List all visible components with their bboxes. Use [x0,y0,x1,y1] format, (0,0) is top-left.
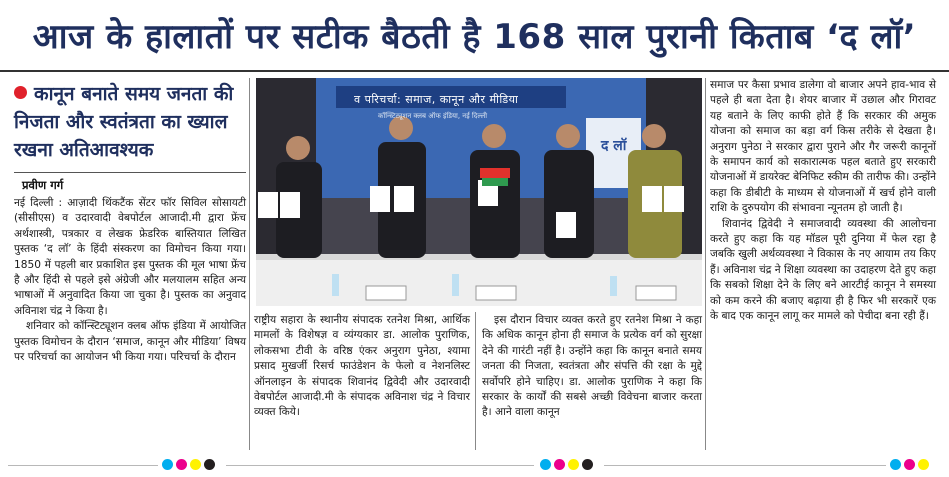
registration-dots-left [162,459,215,470]
event-photo [256,78,702,306]
cyan-dot-icon [162,459,173,470]
middle-column-2 [482,313,702,421]
cyan-dot-icon [890,459,901,470]
column-divider-3 [705,78,706,450]
right-paragraph-1: समाज पर कैसा प्रभाव डालेगा वो बाजार अपने हाव-भाव से पहले ही बता देता है। शेयर बाजार में उछाल और गिरावट यह बताने के लिए काफी होते हैं कि सरकार की अमुक योजना को समाज का बड़ा वर्ग किस तरीके से देखता है। अनुराग पुनेठा ने सरकार द्वारा पुराने और गैर जरूरी कानूनों के समापन कार्य को सकारात्मक पहल बताते हुए सरकारी योजनाओं में डायरेक्ट बेनिफिट स्कीम की तारीफ की। उन्होंने कहा कि डीबीटी के माध्यम से योजनाओं में खर्च होने वाली राशि के दुरुपयोग की संभावना न्यूनतम हो जाती है। [710,79,936,215]
footer-stripe-1 [8,465,158,466]
photo-book-title: द लॉ [601,138,627,154]
subheadline-rule [14,172,246,173]
left-paragraph-1: नई दिल्ली : आज़ादी थिंकटैंक सेंटर फॉर सिविल सोसायटी (सीसीएस) व उदारवादी वेबपोर्टल आजादी.मी द्वारा फ्रेंच अर्थशास्त्री, पत्रकार व लेखक फ्रेडरिक बास्तियात लिखित पुस्तक ‘द लॉ’ के हिंदी संस्करण का विमोचन किया गया। 1850 में पहली बार प्रकाशित इस पुस्तक की मूल भाषा फ्रेंच है और हिंदी से पहले इसे अंग्रेजी और मलयालम सहित अन्य भाषाओं में अनुवादित किया जा चुका है। पुस्तक का अनुवाद अविनाश चंद्र ने किया है। [14,197,246,317]
headline-rule [0,70,949,72]
column-divider-2 [475,312,476,450]
left-paragraph-2: शनिवार को कॉन्स्टिट्यूशन क्लब ऑफ इंडिया में आयोजित पुस्तक विमोचन के दौरान ‘समाज, कानून और मीडिया’ विषय पर परिचर्चा का आयोजन भी किया गया। परिचर्चा के दौरान [14,320,246,364]
magenta-dot-icon [176,459,187,470]
cyan-dot-icon [540,459,551,470]
registration-dots-center [540,459,593,470]
footer-stripe-2 [226,465,534,466]
right-paragraph-2: शिवानंद द्विवेदी ने समाजवादी व्यवस्था की आलोचना करते हुए कहा कि यह मॉडल पूरी दुनिया में फेल रहा है जबकि खुली अर्थव्यवस्था ने विकास के नए आयाम तय किए हैं। अविनाश चंद्र ने शिक्षा व्यवस्था का उदाहरण देते हुए कहा कि सबको शिक्षा देने के लिए बने आरटीई कानून ने समस्या को कम करने की बजाए बढ़ाया ही है फिर भी सरकारें एक के बाद एक कानून लागू कर मामले को पेचीदा बना रही हैं। [710,217,936,323]
magenta-dot-icon [904,459,915,470]
yellow-dot-icon [190,459,201,470]
registration-dots-right [890,459,929,470]
magenta-dot-icon [554,459,565,470]
yellow-dot-icon [918,459,929,470]
byline: प्रवीण गर्ग [22,178,64,192]
subheadline-text: कानून बनाते समय जनता की निजता और स्वतंत्रता का ख्याल रखना अतिआवश्यक [14,83,234,161]
right-column [710,78,936,325]
footer-stripe-3 [604,465,886,466]
photo-banner-subtitle: कॉन्स्टिट्यूशन क्लब ऑफ इंडिया, नई दिल्ली [378,112,488,120]
middle-column-1 [254,313,470,421]
left-column [14,196,246,365]
bullet-icon [14,86,27,99]
middle-paragraph-1: राष्ट्रीय सहारा के स्थानीय संपादक रतनेश मिश्रा, आर्थिक मामलों के विशेषज्ञ व व्यंग्यकार डा. आलोक पुराणिक, लोकसभा टीवी के वरिष्ठ एंकर अनुराग पुनेठा, श्यामा प्रसाद मुखर्जी रिसर्च फाउंडेशन के फेलो व नेशनलिस्ट ऑनलाइन के संपादक शिवानंद द्विवेदी और उदारवादी वेबपोर्टल आजादी.मी के संपादक अविनाश चंद्र ने विचार व्यक्त किये। [254,314,470,419]
yellow-dot-icon [568,459,579,470]
column-divider-1 [249,78,250,450]
black-dot-icon [582,459,593,470]
headline: आज के हालातों पर सटीक बैठती है 168 साल पुरानी किताब ‘द लॉ’ [32,17,917,57]
middle-paragraph-2: इस दौरान विचार व्यक्त करते हुए रतनेश मिश्रा ने कहा कि अधिक कानून होना ही समाज के प्रत्येक वर्ग को सुरक्षा देने की गारंटी नहीं है। उन्होंने कहा कि कानून बनाते समय जनता की निजता, स्वतंत्रता और संपत्ति की रक्षा के मुद्दे सर्वोपरि होने चाहिए। डा. आलोक पुराणिक ने कहा कि सरकार के कार्यों की सबसे अच्छी विवेचना बाजार करता है। आने वाला कानून [482,314,702,419]
subheadline [14,80,244,164]
black-dot-icon [204,459,215,470]
photo-banner-title: व परिचर्चा: समाज, कानून और मीडिया [354,93,519,106]
